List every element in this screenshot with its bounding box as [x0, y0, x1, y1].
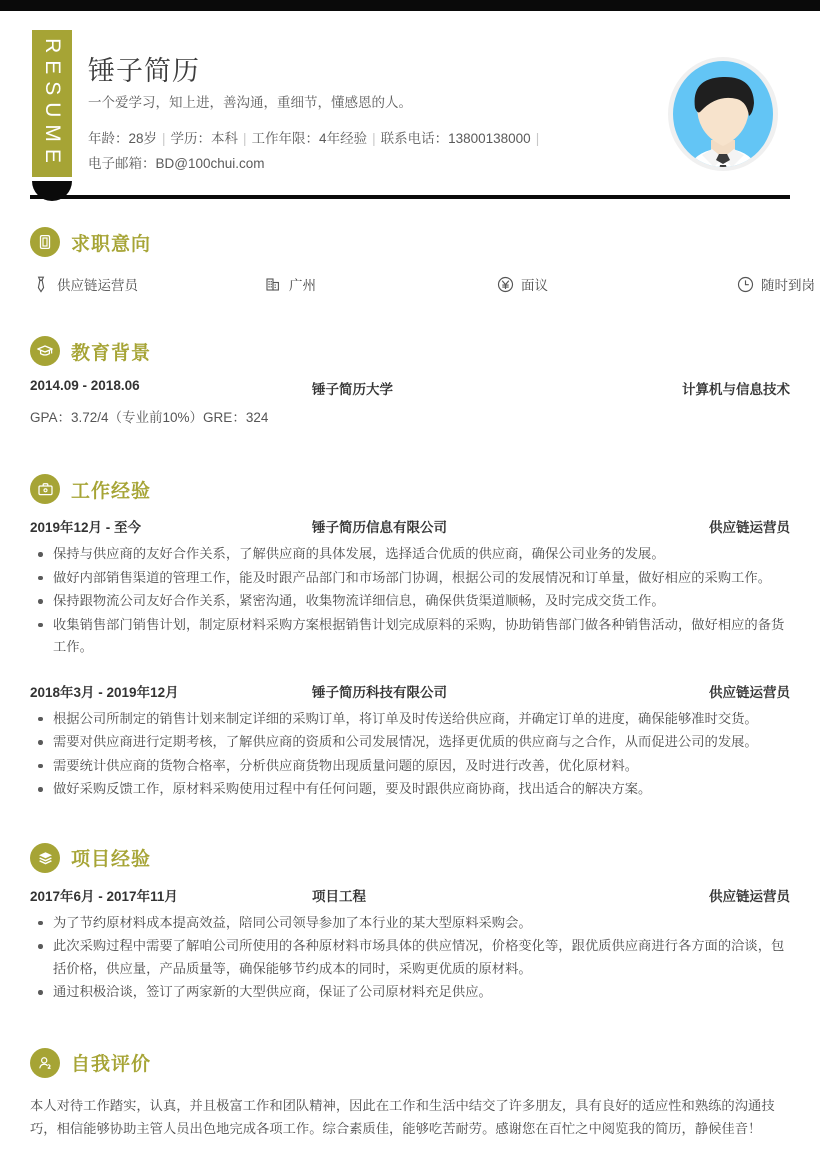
section-title: 教育背景 — [71, 342, 152, 364]
section-header-self-evaluation — [0, 1048, 820, 1078]
briefcase-icon — [30, 474, 60, 504]
work-bullet-list — [0, 543, 820, 659]
work-period: 2018年3月 - 2019年12月 — [30, 684, 179, 700]
list-item: 收集销售部门销售计划，制定原材料采购方案根据销售计划完成原料的采购，协助销售部门做各种销售活动，做好相应的备货工作。 — [36, 614, 790, 659]
intent-availability-label: 随时到岗 — [761, 278, 815, 293]
resume-body — [0, 199, 820, 1140]
list-item: 此次采购过程中需要了解咱公司所使用的各种原材料市场具体的供应情况，价格变化等，跟优质供应商进行各方面的洽谈，包括价格，供应量，产品质量等，确保能够节约成本的同时，采购更优质的原材料。 — [36, 935, 790, 980]
info-divider: | — [535, 131, 540, 146]
list-item: 保持与供应商的友好合作关系，了解供应商的具体发展，选择适合优质的供应商，确保公司业务的发展。 — [36, 543, 790, 566]
section-header-project-experience — [0, 843, 820, 873]
section-job-intention — [0, 227, 820, 294]
info-age: 年龄：28岁 — [88, 131, 158, 146]
work-company: 锤子简历科技有限公司 — [312, 684, 447, 700]
project-role: 供应链运营员 — [709, 888, 790, 904]
education-school: 锤子简历大学 — [312, 382, 393, 397]
list-item: 通过积极洽谈，签订了两家新的大型供应商，保证了公司原材料充足供应。 — [36, 981, 790, 1004]
section-title: 工作经验 — [71, 480, 152, 502]
section-self-evaluation — [0, 1048, 820, 1140]
clock-icon — [736, 275, 754, 293]
intent-availability — [736, 274, 815, 294]
work-bullet-list — [0, 708, 820, 801]
list-item: 需要统计供应商的货物合格率，分析供应商货物出现质量问题的原因，及时进行改善，优化原材料。 — [36, 755, 790, 778]
education-major: 计算机与信息技术 — [682, 382, 790, 397]
section-title: 自我评价 — [71, 1054, 152, 1075]
list-item: 根据公司所制定的销售计划来制定详细的采购订单，将订单及时传送给供应商，并确定订单的进度，确保能够准时交货。 — [36, 708, 790, 731]
project-entry-header — [0, 885, 820, 905]
list-item: 做好采购反馈工作，原材料采购使用过程中有任何问题，要及时跟供应商协商，找出适合的解决方案。 — [36, 778, 790, 801]
avatar-portrait-icon — [665, 56, 781, 172]
header-slogan: 一个爱学习，知上进，善沟通，重细节，懂感恩的人。 — [88, 95, 412, 110]
yen-circle-icon — [496, 275, 514, 293]
resume-side-badge — [32, 30, 72, 177]
top-black-band — [0, 0, 820, 11]
info-divider: | — [372, 131, 376, 146]
section-project-experience — [0, 843, 820, 1004]
intent-position — [32, 274, 264, 294]
page-title: 锤子简历 — [88, 56, 200, 86]
building-icon — [264, 275, 282, 293]
layers-icon — [30, 843, 60, 873]
project-name: 项目工程 — [312, 888, 366, 904]
intent-city-label: 广州 — [289, 278, 316, 293]
section-header-work-experience — [0, 474, 820, 504]
avatar — [665, 56, 781, 172]
education-detail: GPA：3.72/4（专业前10%）GRE：324 — [30, 410, 269, 425]
work-entry-header — [0, 516, 820, 536]
work-role: 供应链运营员 — [709, 684, 790, 700]
section-header-job-intention — [0, 227, 820, 257]
list-item: 为了节约原材料成本提高效益，陪同公司领导参加了本行业的某大型原料采购会。 — [36, 912, 790, 935]
section-title: 求职意向 — [71, 233, 152, 255]
job-intention-row — [0, 274, 820, 294]
info-degree: 学历：本科 — [170, 131, 239, 146]
work-entry-header — [0, 681, 820, 701]
project-period: 2017年6月 - 2017年11月 — [30, 888, 178, 904]
info-email: 电子邮箱：BD@100chui.com — [88, 156, 265, 171]
section-education — [0, 336, 820, 426]
project-bullet-list — [0, 912, 820, 1004]
work-period: 2019年12月 - 至今 — [30, 520, 142, 535]
resume-header — [0, 11, 820, 192]
intent-salary — [496, 274, 728, 294]
work-role: 供应链运营员 — [709, 520, 790, 535]
info-divider: | — [162, 131, 166, 146]
section-work-experience — [0, 474, 820, 801]
info-phone: 联系电话：13800138000 — [380, 131, 531, 146]
resume-badge-label: RESUME — [41, 37, 64, 170]
education-period: 2014.09 - 2018.06 — [30, 378, 140, 393]
section-header-education — [0, 336, 820, 366]
list-item: 需要对供应商进行定期考核，了解供应商的资质和公司发展情况，选择更优质的供应商与之合作，从而促进公司的发展。 — [36, 731, 790, 754]
header-info-line — [88, 126, 648, 176]
self-evaluation-text: 本人对待工作踏实，认真，并且极富工作和团队精神，因此在工作和生活中结交了许多朋友，具有良好的适应性和熟练的沟通技巧，相信能够协助主管人员出色地完成各项工作。综合素质佳，能够吃苦耐劳。感谢您在百忙之中阅览我的简历，静候佳音！ — [30, 1097, 775, 1136]
intent-city — [264, 274, 496, 294]
graduation-cap-icon — [30, 336, 60, 366]
work-company: 锤子简历信息有限公司 — [312, 520, 447, 535]
list-item: 保持跟物流公司友好合作关系，紧密沟通，收集物流详细信息，确保供货渠道顺畅，及时完成交货工作。 — [36, 590, 790, 613]
intent-position-label: 供应链运营员 — [57, 278, 138, 293]
list-item: 做好内部销售渠道的管理工作，能及时跟产品部门和市场部门协调，根据公司的发展情况和订单量，做好相应的采购工作。 — [36, 567, 790, 590]
clipboard-icon — [30, 227, 60, 257]
info-divider: | — [243, 131, 247, 146]
education-entry-header — [0, 378, 820, 398]
info-experience: 工作年限：4年经验 — [251, 131, 368, 146]
intent-salary-label: 面议 — [521, 278, 548, 293]
person-icon — [30, 1048, 60, 1078]
section-title: 项目经验 — [71, 849, 152, 870]
tie-icon — [32, 275, 50, 293]
